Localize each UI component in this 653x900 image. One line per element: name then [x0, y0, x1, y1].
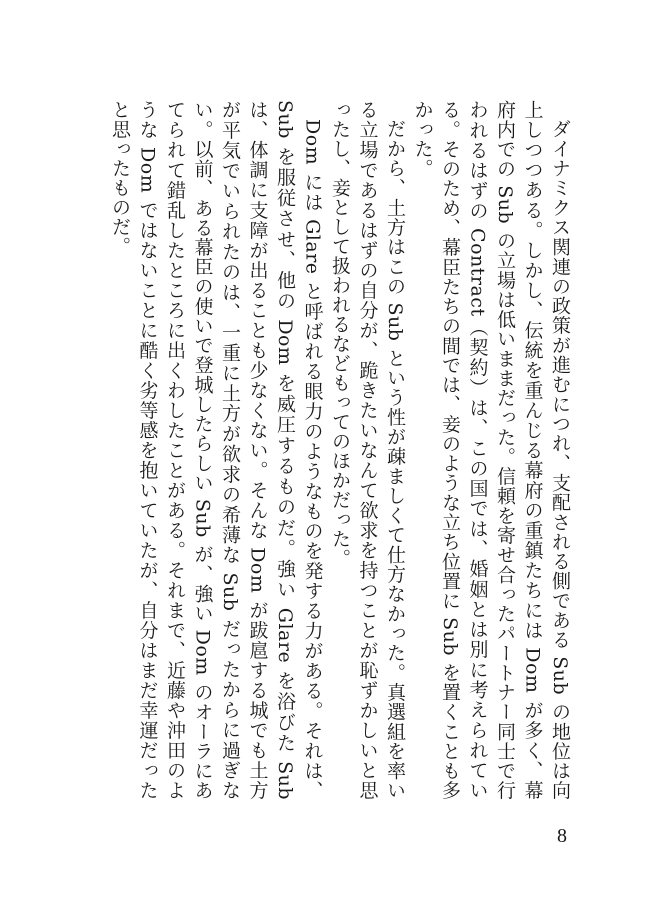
paragraph-2: だから、土方はこの Sub という性が疎ましくて仕方なかった。真選組を率いる立場であるはずの自分が、跪きたいなんて欲求を持つことが恥ずかしいと思ったし、妾として扱われるなどもってのほかだった。: [329, 100, 406, 800]
paragraph-1: ダイナミクス関連の政策が進むにつれ、支配される側である Sub の地位は向上しつつある。しかし、伝統を重んじる幕府の重鎮たちには Dom が多く、幕府内での Sub の立場は低いままだった。信頼を寄せ合ったパートナー同士で行われるはずの Contract（契約）は、この国では、婚姻とは別に考えられている。そのため、幕臣たちの間では、妾のような立ち位置に Sub を置くことも多かった。: [411, 100, 571, 800]
vertical-text-body: [63, 100, 573, 800]
paragraph-3: Dom には Glare と呼ばれる眼力のようなものを発する力がある。それは、Sub を服従させ、他の Dom を威圧するものだ。強い Glare を浴びた Sub は、体調に支障が出ることも少なくない。そんな Dom が跋扈する城でも土方が平気でいられたのは、一重に土方が欲求の希薄な Sub だったからに過ぎない。以前、ある幕臣の使いで登城したらしい Sub が、強い Dom のオーラにあてられて錯乱したところに出くわしたことがある。それまで、近藤や沖田のような Dom ではないことに酷く劣等感を抱いていたが、自分はまだ幸運だったと思ったものだ。: [109, 100, 324, 800]
page-number: 8: [557, 825, 567, 847]
